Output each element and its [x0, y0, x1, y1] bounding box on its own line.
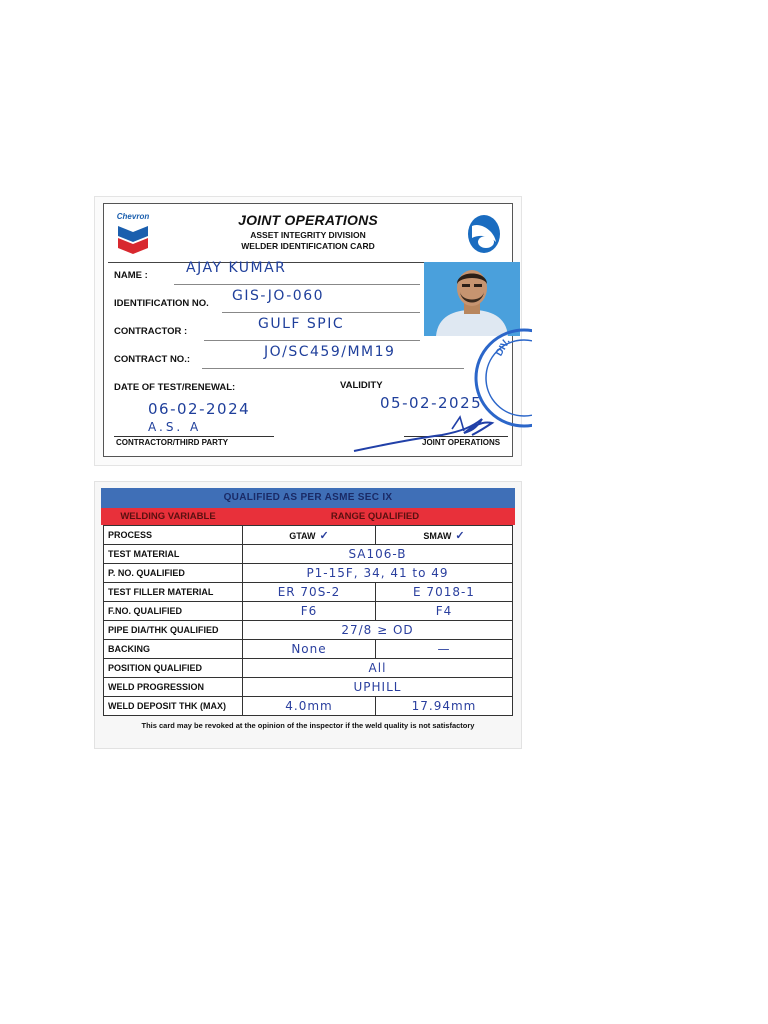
- joint-operations-signature: [352, 409, 502, 455]
- card-back-frame: [101, 488, 515, 730]
- card-title: JOINT OPERATIONS: [238, 212, 378, 228]
- contractor-value: GULF SPIC: [258, 316, 345, 332]
- p-no-qualified-value: P1-15F, 34, 41 to 49: [243, 564, 513, 583]
- date-of-test-label: DATE OF TEST/RENEWAL:: [114, 382, 236, 393]
- contract-no-label: CONTRACT NO.:: [114, 354, 190, 365]
- filler-gtaw-value: ER 70S-2: [243, 583, 376, 602]
- validity-value: 05-02-2025: [380, 394, 483, 412]
- row-label: PIPE DIA/THK QUALIFIED: [104, 621, 243, 640]
- table-row: [104, 640, 513, 659]
- row-label: PROCESS: [104, 526, 243, 545]
- row-label: BACKING: [104, 640, 243, 659]
- table-row: [104, 526, 513, 545]
- date-of-test-value: 06-02-2024: [148, 400, 251, 418]
- range-qualified-header: RANGE QUALIFIED: [330, 511, 420, 522]
- name-underline: [174, 284, 420, 285]
- table-row: [104, 583, 513, 602]
- row-label: TEST MATERIAL: [104, 545, 243, 564]
- table-row: [104, 621, 513, 640]
- position-qualified-value: All: [243, 659, 513, 678]
- stamp-text: DIV.: [493, 336, 513, 359]
- validity-label: VALIDITY: [340, 380, 383, 391]
- contract-no-value: JO/SC459/MM19: [264, 344, 396, 360]
- qualification-header: QUALIFIED AS PER ASME SEC IX: [101, 488, 515, 508]
- row-label: WELD PROGRESSION: [104, 678, 243, 697]
- row-label: TEST FILLER MATERIAL: [104, 583, 243, 602]
- card-front-frame: [103, 203, 513, 457]
- contract-no-underline: [202, 368, 464, 369]
- identification-no-underline: [222, 312, 420, 313]
- qualification-table: [103, 525, 513, 716]
- joint-operations-logo-icon: [464, 212, 504, 256]
- welder-id-card-back: [94, 481, 522, 749]
- f-no-gtaw-value: F6: [243, 602, 376, 621]
- table-row: [104, 602, 513, 621]
- card-subtitle-division: ASSET INTEGRITY DIVISION: [250, 230, 366, 240]
- deposit-thk-smaw-value: 17.94mm: [375, 697, 512, 716]
- row-label: F.NO. QUALIFIED: [104, 602, 243, 621]
- filler-smaw-value: E 7018-1: [375, 583, 512, 602]
- contractor-label: CONTRACTOR :: [114, 326, 188, 337]
- joint-operations-label: JOINT OPERATIONS: [422, 438, 501, 447]
- column-header-bar: [101, 508, 515, 525]
- table-row: [104, 659, 513, 678]
- card-header: [104, 212, 512, 251]
- deposit-thk-gtaw-value: 4.0mm: [243, 697, 376, 716]
- welding-variable-header: WELDING VARIABLE: [120, 511, 216, 522]
- weld-progression-value: UPHILL: [243, 678, 513, 697]
- test-material-value: SA106-B: [243, 545, 513, 564]
- identification-no-value: GIS-JO-060: [232, 288, 325, 304]
- card-subtitle-type: WELDER IDENTIFICATION CARD: [241, 241, 375, 251]
- contractor-signature-line: [114, 436, 274, 437]
- row-label: WELD DEPOSIT THK (MAX): [104, 697, 243, 716]
- backing-smaw-value: —: [375, 640, 512, 659]
- process-gtaw: GTAW ✓: [243, 526, 376, 545]
- process-smaw: SMAW ✓: [375, 526, 512, 545]
- contractor-third-party-label: CONTRACTOR/THIRD PARTY: [116, 438, 229, 447]
- table-row: [104, 545, 513, 564]
- table-row: [104, 678, 513, 697]
- backing-gtaw-value: None: [243, 640, 376, 659]
- row-label: P. NO. QUALIFIED: [104, 564, 243, 583]
- table-row: [104, 697, 513, 716]
- revocation-notice: This card may be revoked at the opinion of the inspector if the weld quality is not satisfactory: [141, 721, 475, 730]
- table-row: [104, 564, 513, 583]
- contractor-signature: A.S. A: [148, 420, 202, 434]
- name-label: NAME :: [114, 270, 148, 281]
- name-value: AJAY KUMAR: [186, 260, 287, 276]
- welder-id-card-front: [94, 196, 522, 466]
- identification-no-label: IDENTIFICATION NO.: [114, 298, 209, 309]
- row-label: POSITION QUALIFIED: [104, 659, 243, 678]
- chevron-logo-text: Chevron: [116, 212, 150, 221]
- pipe-dia-value: 27/8 ≥ OD: [243, 621, 513, 640]
- f-no-smaw-value: F4: [375, 602, 512, 621]
- contractor-underline: [204, 340, 420, 341]
